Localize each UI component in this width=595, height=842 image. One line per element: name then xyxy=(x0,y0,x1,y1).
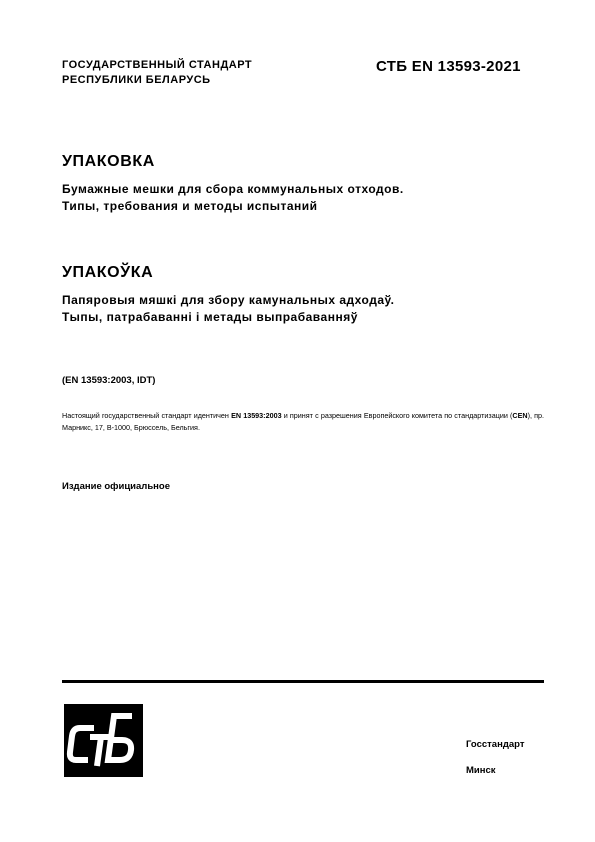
title-ru: УПАКОВКА xyxy=(62,153,155,170)
notice-text-1: Настоящий государственный стандарт идентичен xyxy=(62,411,229,420)
notice-text-3: ), пр. Марникс, 17, B-1000, Брюссель, Бельгия. xyxy=(62,411,545,432)
subtitle-ru xyxy=(62,181,404,215)
subtitle-by xyxy=(62,292,394,326)
authority-line-2: РЕСПУБЛИКИ БЕЛАРУСЬ xyxy=(62,74,211,86)
subtitle-by-line-2: Тыпы, патрабаванні і метады выпрабаванняў xyxy=(62,310,358,324)
subtitle-ru-line-1: Бумажные мешки для сбора коммунальных отходов. xyxy=(62,182,404,196)
title-by: УПАКОЎКА xyxy=(62,264,154,281)
notice-text-2: и принят с разрешения Европейского комитета по стандартизации ( xyxy=(283,411,513,420)
publisher-city: Минск xyxy=(466,765,496,776)
subtitle-ru-line-2: Типы, требования и методы испытаний xyxy=(62,199,318,213)
notice-standard-ref: EN 13593:2003 xyxy=(231,411,282,420)
stb-logo-icon xyxy=(64,704,143,777)
publisher-name: Госстандарт xyxy=(466,739,525,750)
subtitle-by-line-1: Папяровыя мяшкі для збору камунальных адходаў. xyxy=(62,293,395,307)
notice-cen: CEN xyxy=(512,411,528,420)
standard-number: СТБ EN 13593-2021 xyxy=(376,58,521,75)
issuing-authority xyxy=(62,58,252,88)
authority-line-1: ГОСУДАРСТВЕННЫЙ СТАНДАРТ xyxy=(62,59,253,71)
identity-reference: (EN 13593:2003, IDT) xyxy=(62,375,156,386)
edition-label: Издание официальное xyxy=(62,481,170,492)
adoption-notice xyxy=(62,410,544,434)
horizontal-rule xyxy=(62,680,544,683)
